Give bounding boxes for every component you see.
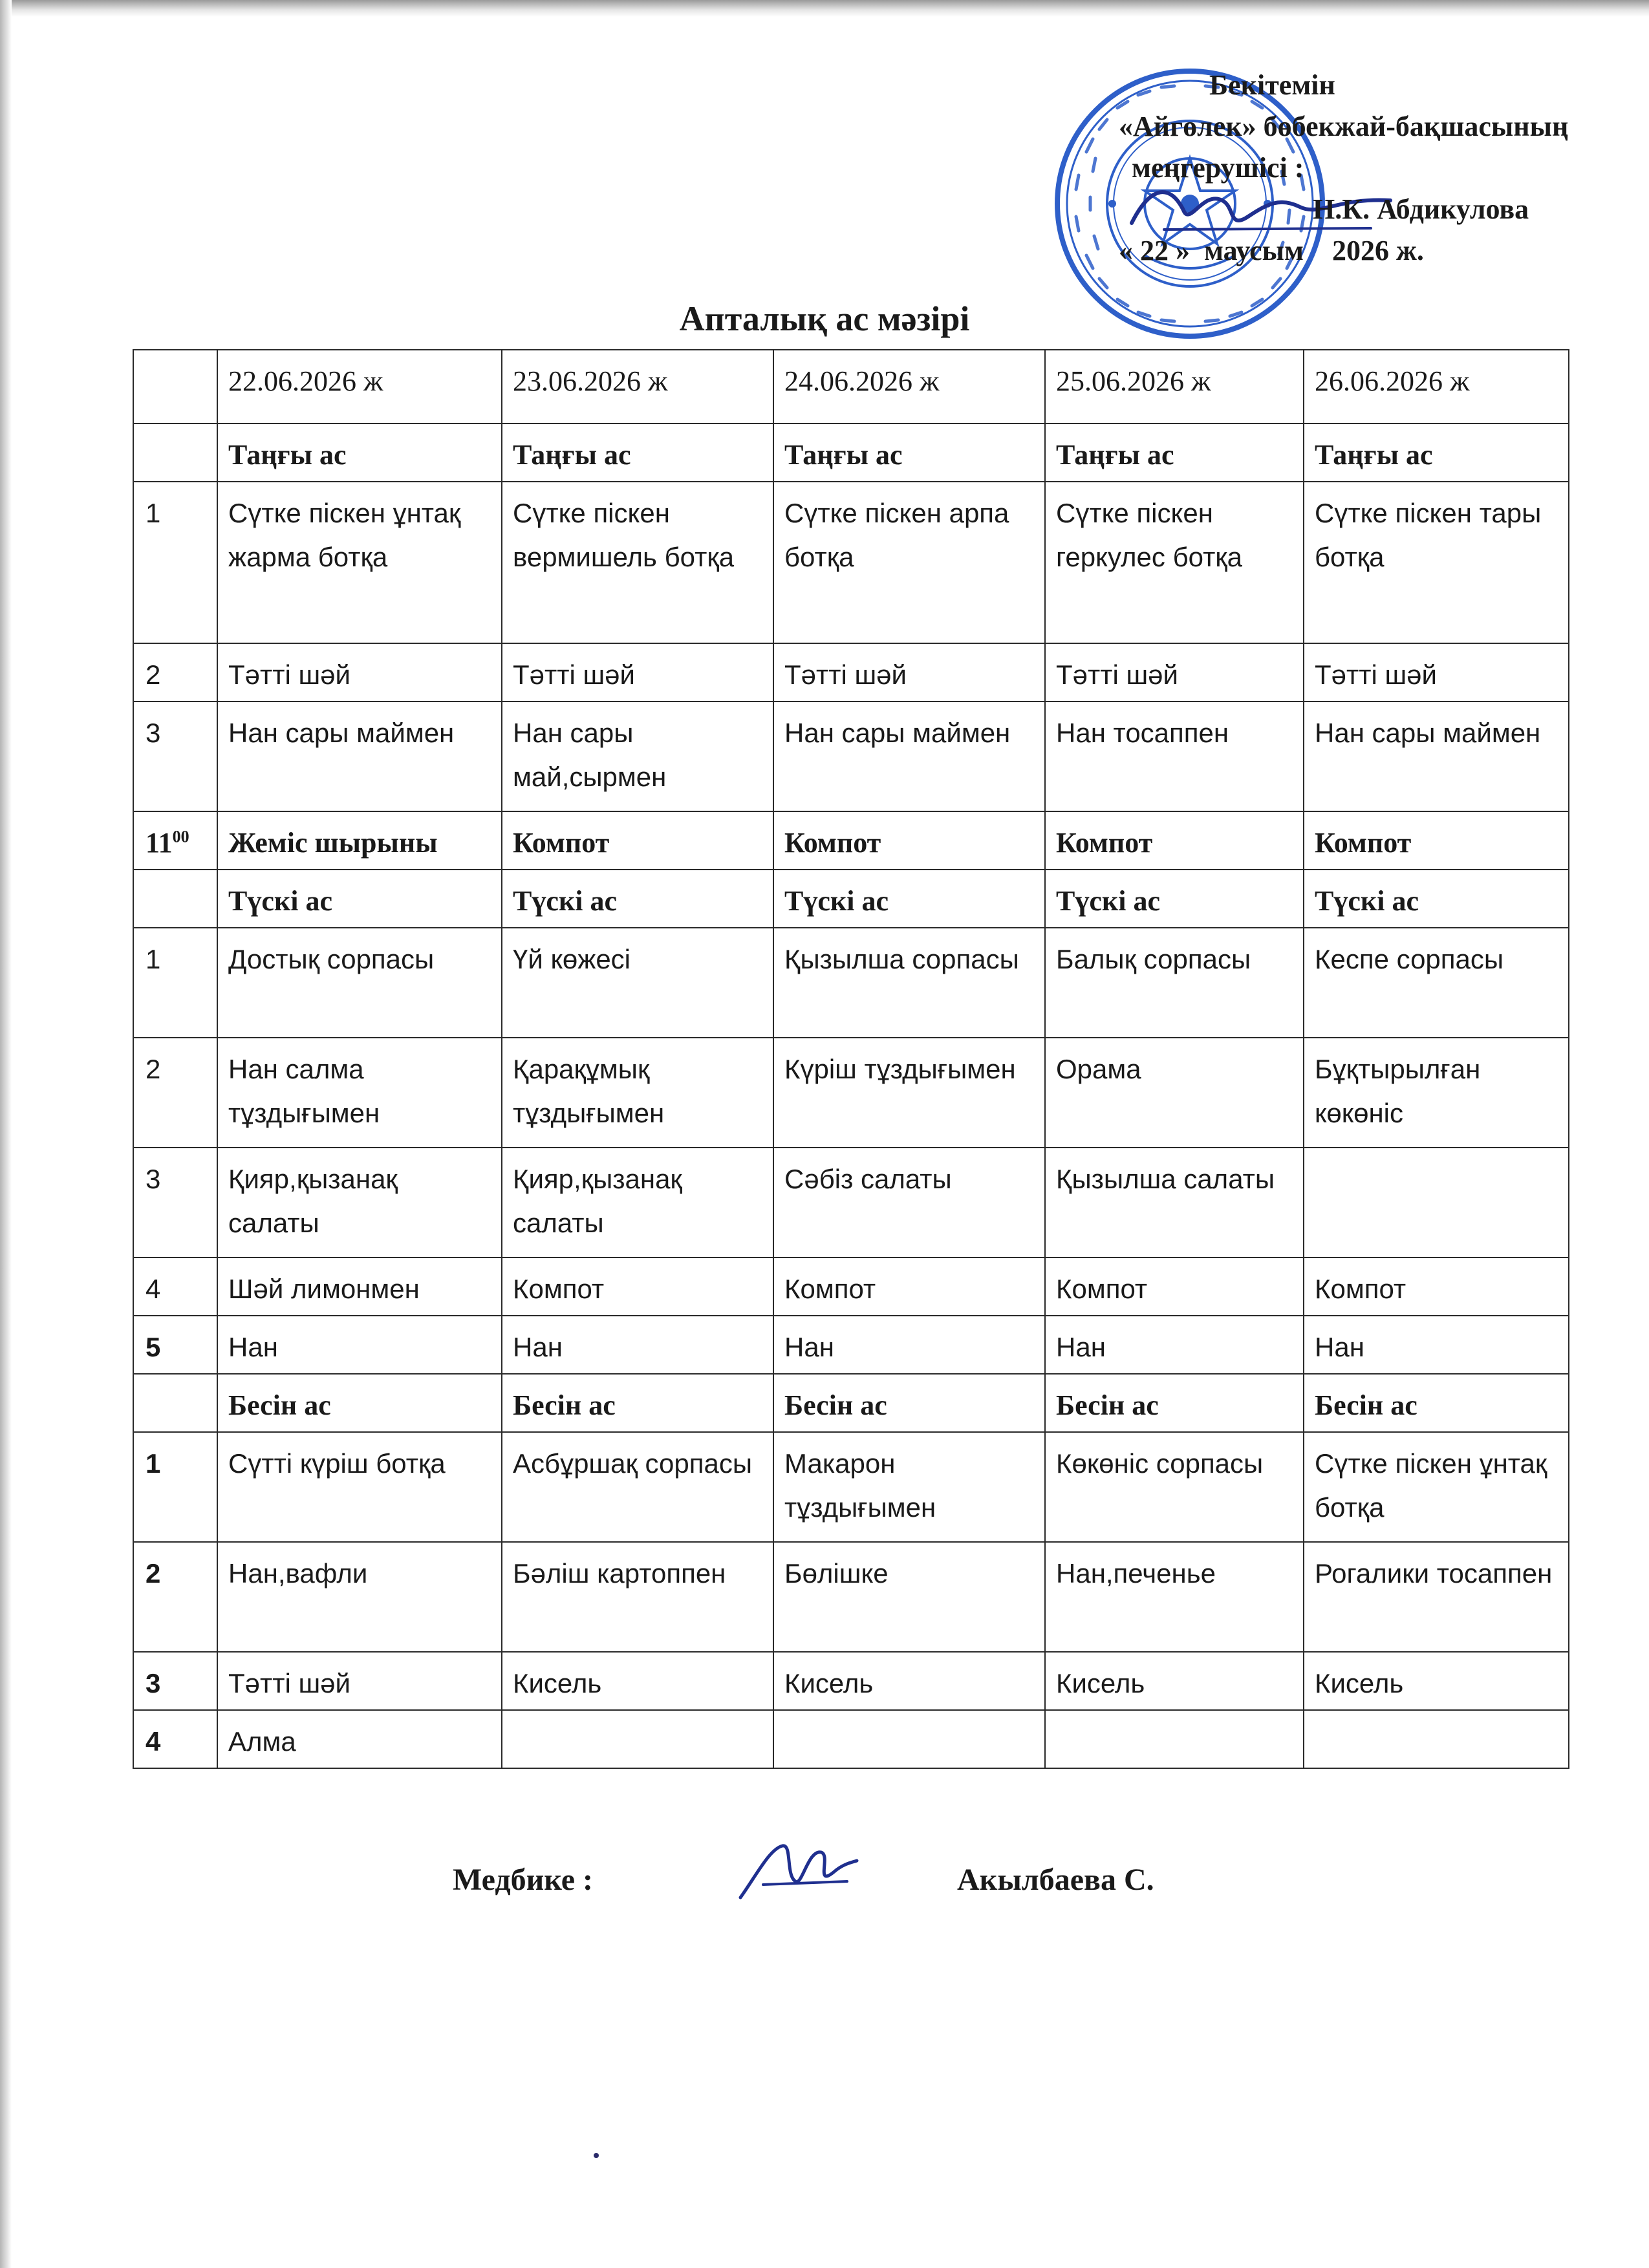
menu-cell: Нан сары май,сырмен [502, 701, 773, 811]
meal-header-cell: Таңғы ас [217, 423, 502, 482]
date-cell: 22.06.2026 ж [217, 350, 502, 423]
menu-cell: Кисель [773, 1652, 1045, 1710]
menu-cell: Макарон тұздығымен [773, 1432, 1045, 1542]
meal-header-cell: Таңғы ас [1045, 423, 1304, 482]
menu-cell: Сәбіз салаты [773, 1148, 1045, 1257]
table-row [133, 643, 1569, 701]
table-row [133, 482, 1569, 643]
scan-edge-left [0, 0, 12, 2268]
menu-cell: Сүтке піскен ұнтақ жарма ботқа [217, 482, 502, 643]
menu-cell: Компот [502, 1257, 773, 1316]
menu-cell [1045, 1710, 1304, 1768]
menu-cell: Сүтке піскен вермишель ботқа [502, 482, 773, 643]
menu-cell: Компот [502, 811, 773, 870]
scan-edge [0, 0, 1649, 17]
meal-header-cell: Түскі ас [773, 870, 1045, 928]
menu-cell: Сүтке піскен тары ботқа [1304, 482, 1569, 643]
menu-cell: Нан тосаппен [1045, 701, 1304, 811]
menu-cell: Шәй лимонмен [217, 1257, 502, 1316]
menu-cell: Кисель [1045, 1652, 1304, 1710]
approval-date [1067, 230, 1623, 272]
menu-cell: Нан салма тұздығымен [217, 1038, 502, 1148]
meal-header-cell: Түскі ас [1304, 870, 1569, 928]
date-cell: 24.06.2026 ж [773, 350, 1045, 423]
table-row [133, 1257, 1569, 1316]
menu-cell: Компот [1045, 1257, 1304, 1316]
menu-cell: Компот [1304, 811, 1569, 870]
scan-speck [594, 2153, 599, 2158]
menu-cell: Бөлішке [773, 1542, 1045, 1652]
table-row [133, 701, 1569, 811]
nurse-label: Медбике : [453, 1863, 594, 1897]
date-cell: 23.06.2026 ж [502, 350, 773, 423]
menu-cell: Нан,вафли [217, 1542, 502, 1652]
table-row [133, 1432, 1569, 1542]
row-number: 2 [133, 1038, 217, 1148]
table-row [133, 928, 1569, 1038]
menu-cell: Кисель [502, 1652, 773, 1710]
menu-cell: Тәтті шәй [502, 643, 773, 701]
document-title: Апталық ас мәзірі [679, 299, 970, 338]
nurse-signature-icon [731, 1836, 860, 1907]
row-number: 2 [133, 643, 217, 701]
row-number: 2 [133, 1542, 217, 1652]
menu-cell: Компот [1304, 1257, 1569, 1316]
meal-header-cell: Түскі ас [217, 870, 502, 928]
approval-date-day: « 22 » [1119, 235, 1190, 266]
table-row [133, 1542, 1569, 1652]
menu-cell: Алма [217, 1710, 502, 1768]
date-cell: 25.06.2026 ж [1045, 350, 1304, 423]
meal-header-cell: Бесін ас [502, 1374, 773, 1432]
menu-table-wrapper [133, 349, 1568, 1769]
snack-time [133, 811, 217, 870]
menu-cell: Тәтті шәй [1304, 643, 1569, 701]
menu-cell: Сүтке піскен геркулес ботқа [1045, 482, 1304, 643]
menu-cell: Нан [1045, 1316, 1304, 1374]
menu-cell: Қарақұмық тұздығымен [502, 1038, 773, 1148]
row-number: 3 [133, 1148, 217, 1257]
table-row [133, 1038, 1569, 1148]
menu-cell: Жеміс шырыны [217, 811, 502, 870]
menu-cell: Тәтті шәй [773, 643, 1045, 701]
num-cell [133, 423, 217, 482]
menu-cell [773, 1710, 1045, 1768]
menu-cell: Кеспе сорпасы [1304, 928, 1569, 1038]
menu-cell: Нан [773, 1316, 1045, 1374]
approval-date-year: 2026 ж. [1331, 235, 1424, 266]
meal-header-row-breakfast [133, 423, 1569, 482]
menu-cell: Тәтті шәй [217, 1652, 502, 1710]
menu-cell [1304, 1710, 1569, 1768]
menu-cell: Тәтті шәй [1045, 643, 1304, 701]
approval-organization: «Айгөлек» бөбекжай-бақшасының [1119, 111, 1569, 142]
menu-cell: Қызылша салаты [1045, 1148, 1304, 1257]
menu-cell: Үй көжесі [502, 928, 773, 1038]
menu-cell: Сүтке піскен арпа ботқа [773, 482, 1045, 643]
table-row [133, 1710, 1569, 1768]
row-number: 5 [133, 1316, 217, 1374]
menu-cell: Достық сорпасы [217, 928, 502, 1038]
menu-cell: Балық сорпасы [1045, 928, 1304, 1038]
meal-header-cell: Түскі ас [502, 870, 773, 928]
menu-cell: Қияр,қызанақ салаты [217, 1148, 502, 1257]
menu-cell: Компот [773, 811, 1045, 870]
meal-header-cell: Бесін ас [1045, 1374, 1304, 1432]
meal-header-cell: Таңғы ас [1304, 423, 1569, 482]
row-number: 3 [133, 701, 217, 811]
table-row [133, 1316, 1569, 1374]
menu-cell: Нан,печенье [1045, 1542, 1304, 1652]
menu-cell [502, 1710, 773, 1768]
table-row [133, 1652, 1569, 1710]
menu-cell: Қызылша сорпасы [773, 928, 1045, 1038]
approval-role: меңгерушісі : [1132, 152, 1304, 184]
menu-cell: Сүтке піскен ұнтақ ботқа [1304, 1432, 1569, 1542]
menu-cell [1304, 1148, 1569, 1257]
menu-cell: Рогалики тосаппен [1304, 1542, 1569, 1652]
nurse-name: Акылбаева С. [957, 1863, 1154, 1897]
meal-header-cell: Бесін ас [1304, 1374, 1569, 1432]
menu-cell: Нан [1304, 1316, 1569, 1374]
menu-cell: Асбұршақ сорпасы [502, 1432, 773, 1542]
approval-name: Н.К. Абдикулова [1313, 193, 1529, 225]
row-number: 1 [133, 482, 217, 643]
menu-cell: Нан [217, 1316, 502, 1374]
menu-cell: Сүтті күріш ботқа [217, 1432, 502, 1542]
snack-time-hour: 11 [146, 827, 173, 859]
menu-cell: Нан сары маймен [1304, 701, 1569, 811]
approval-date-month: маусым [1204, 235, 1304, 266]
weekly-menu-table [133, 349, 1569, 1769]
approval-block [1067, 65, 1623, 272]
table-row [133, 1148, 1569, 1257]
row-number: 4 [133, 1257, 217, 1316]
row-number: 4 [133, 1710, 217, 1768]
meal-header-cell: Бесін ас [217, 1374, 502, 1432]
menu-cell: Орама [1045, 1038, 1304, 1148]
meal-header-row-dinner [133, 1374, 1569, 1432]
approval-title: Бекітемін [1209, 69, 1335, 101]
row-number: 3 [133, 1652, 217, 1710]
menu-cell: Нан сары маймен [217, 701, 502, 811]
meal-header-cell: Бесін ас [773, 1374, 1045, 1432]
snack-time-minutes: 00 [172, 827, 189, 846]
menu-cell: Нан [502, 1316, 773, 1374]
num-cell [133, 870, 217, 928]
menu-cell: Бұқтырылған көкөніс [1304, 1038, 1569, 1148]
row-number: 1 [133, 928, 217, 1038]
menu-cell: Көкөніс сорпасы [1045, 1432, 1304, 1542]
meal-header-row-lunch [133, 870, 1569, 928]
menu-cell: Қияр,қызанақ салаты [502, 1148, 773, 1257]
menu-cell: Бәліш картоппен [502, 1542, 773, 1652]
date-cell: 26.06.2026 ж [1304, 350, 1569, 423]
row-number: 1 [133, 1432, 217, 1542]
menu-cell: Нан сары маймен [773, 701, 1045, 811]
num-cell [133, 1374, 217, 1432]
menu-cell: Кисель [1304, 1652, 1569, 1710]
menu-cell: Компот [1045, 811, 1304, 870]
menu-cell: Тәтті шәй [217, 643, 502, 701]
snack-row [133, 811, 1569, 870]
menu-cell: Күріш тұздығымен [773, 1038, 1045, 1148]
meal-header-cell: Түскі ас [1045, 870, 1304, 928]
corner-cell [133, 350, 217, 423]
date-row [133, 350, 1569, 423]
meal-header-cell: Таңғы ас [773, 423, 1045, 482]
meal-header-cell: Таңғы ас [502, 423, 773, 482]
menu-cell: Компот [773, 1257, 1045, 1316]
